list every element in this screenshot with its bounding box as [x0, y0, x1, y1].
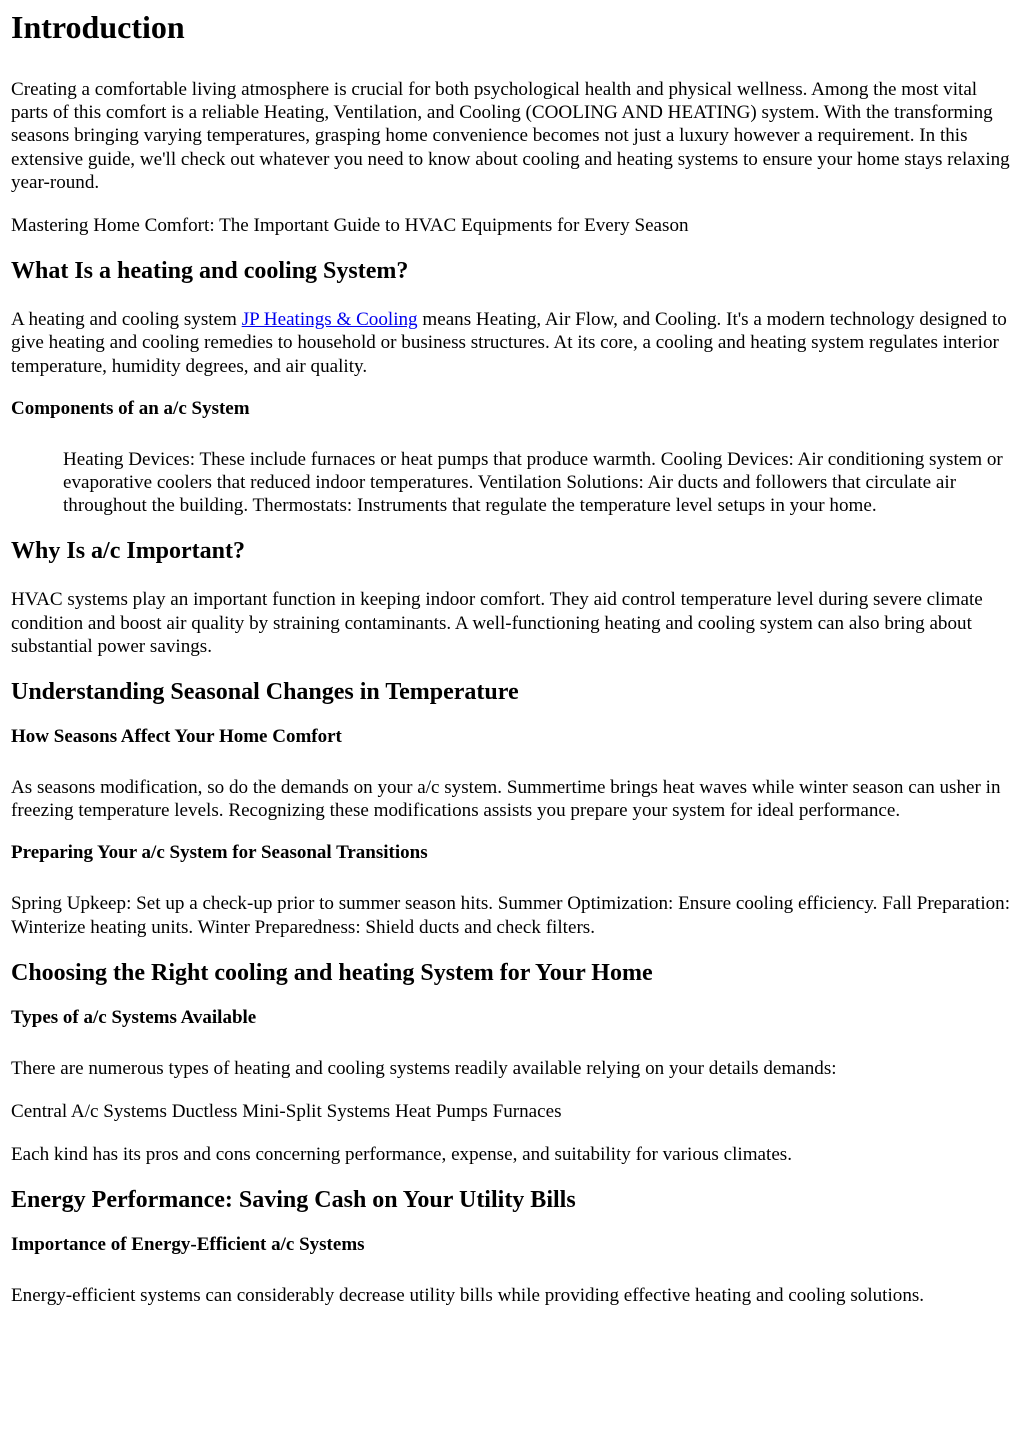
preparing-heading: Preparing Your a/c System for Seasonal Transitions: [11, 842, 428, 864]
types-paragraph-2: Central A/c Systems Ductless Mini-Split Systems Heat Pumps Furnaces: [11, 1101, 562, 1123]
intro-paragraph: Creating a comfortable living atmosphere is crucial for both psychological health and physical wellness. Among the most vital parts of this comfort is a reliable Heating, Ventilation, and Cooling (COOLING AND HEATING) system. With the transforming seasons bringing varying temperatures, grasping home convenience becomes not just a luxury however a requirement. In this extensive guide, we'll check out whatever you need to know about cooling and heating systems to ensure your home stays relaxing year-round.: [11, 79, 1010, 193]
types-paragraph-1: There are numerous types of heating and cooling systems readily available relying on your details demands:: [11, 1057, 837, 1079]
types-paragraph-3: Each kind has its pros and cons concerning performance, expense, and suitability for various climates.: [11, 1144, 793, 1166]
types-heading: Types of a/c Systems Available: [11, 1006, 257, 1028]
jp-heatings-cooling-link[interactable]: JP Heatings & Cooling: [241, 309, 418, 331]
page-title: Introduction: [11, 9, 185, 45]
seasons-affect-paragraph: As seasons modification, so do the demands on your a/c system. Summertime brings heat waves while winter season can usher in freezing temperature levels. Recognizing these modifications assists you prepare your system for ideal performance.: [11, 777, 1001, 822]
preparing-paragraph: Spring Upkeep: Set up a check-up prior to summer season hits. Summer Optimization: Ensure cooling efficiency. Fall Preparation: Winterize heating units. Winter Preparedness: Shield ducts and check filters.: [11, 893, 1011, 938]
article: [0, 9, 1024, 1308]
choosing-heading: Choosing the Right cooling and heating System for Your Home: [11, 959, 653, 986]
importance-heading: Importance of Energy-Efficient a/c Systems: [11, 1234, 365, 1256]
seasonal-heading: Understanding Seasonal Changes in Temperature: [11, 679, 519, 706]
energy-heading: Energy Performance: Saving Cash on Your Utility Bills: [11, 1187, 576, 1214]
what-is-paragraph: [11, 308, 1014, 378]
what-is-text-after-link: means Heating, Air Flow, and Cooling. It's a modern technology designed to give heating and cooling remedies to household or business structures. At its core, a cooling and heating system regulates interior temperature, humidity degrees, and air quality.: [11, 309, 1007, 377]
guide-title-line: Mastering Home Comfort: The Important Guide to HVAC Equipments for Every Season: [11, 215, 689, 237]
why-heading: Why Is a/c Important?: [11, 538, 246, 565]
what-is-text-before-link: A heating and cooling system: [11, 309, 242, 331]
components-heading: Components of an a/c System: [11, 397, 250, 419]
seasons-affect-heading: How Seasons Affect Your Home Comfort: [11, 726, 342, 748]
why-paragraph: HVAC systems play an important function in keeping indoor comfort. They aid control temperature level during severe climate condition and boost air quality by straining contaminants. A well-functioning heating and cooling system can also bring about substantial power savings.: [11, 589, 983, 657]
what-is-heading: What Is a heating and cooling System?: [11, 258, 409, 285]
components-quote: Heating Devices: These include furnaces or heat pumps that produce warmth. Cooling Devices: Air conditioning system or evaporative coolers that reduced indoor temperatures. Ventilation Solutions: Air ducts and followers that circulate air throughout the building. Thermostats: Instruments that regulate the temperature level setups in your home.: [63, 448, 1003, 517]
importance-paragraph: Energy-efficient systems can considerably decrease utility bills while providing effective heating and cooling solutions.: [11, 1285, 925, 1307]
